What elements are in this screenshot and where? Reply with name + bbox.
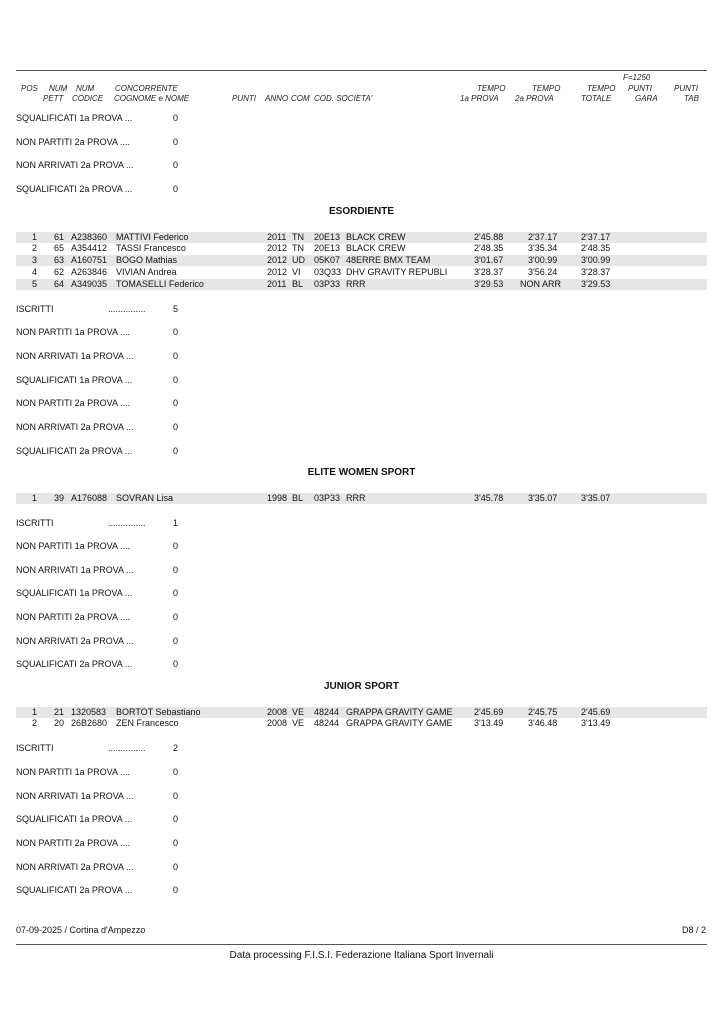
stat-label: NON PARTITI 2a PROVA .... — [16, 137, 131, 147]
cell-com: BL — [292, 493, 304, 503]
stat-label: NON ARRIVATI 1a PROVA ... — [16, 791, 134, 801]
table-row — [16, 279, 707, 290]
cell-tot: 2'45.69 — [581, 707, 611, 717]
stat-value: 0 — [173, 137, 179, 147]
cell-pos: 2 — [32, 243, 38, 253]
stat-value: 0 — [173, 791, 179, 801]
cell-pett: 65 — [54, 243, 65, 253]
stat-value: 0 — [173, 838, 179, 848]
cell-t1: 2'48.35 — [474, 243, 504, 253]
stat-label: NON PARTITI 2a PROVA .... — [16, 612, 131, 622]
cell-pett: 62 — [54, 267, 65, 277]
stat-value: 0 — [173, 767, 179, 777]
stat-label: SQUALIFICATI 1a PROVA ... — [16, 814, 133, 824]
header-tempo2-2: 2a PROVA — [515, 94, 554, 103]
header-tempo2-1: TEMPO — [532, 84, 561, 93]
cell-codice: 1320583 — [71, 707, 107, 717]
cell-pos: 2 — [32, 718, 38, 728]
cell-com: VI — [292, 267, 301, 277]
cell-com: BL — [292, 279, 304, 289]
cell-codice: 26B2680 — [71, 718, 108, 728]
stat-value: 0 — [173, 327, 179, 337]
header-num-pett-2: PETT — [43, 94, 64, 103]
stat-value: 2 — [173, 743, 179, 753]
cell-soc: 48ERRE BMX TEAM — [346, 255, 431, 265]
cell-nome: BOGO Mathias — [116, 255, 178, 265]
cell-pos: 1 — [32, 707, 38, 717]
section-title: JUNIOR SPORT — [323, 681, 399, 692]
table-row — [16, 267, 707, 278]
cell-codice: A349035 — [71, 279, 108, 289]
header-tempo1-2: 1a PROVA — [460, 94, 499, 103]
stat-label: SQUALIFICATI 2a PROVA ... — [16, 659, 133, 669]
cell-pett: 39 — [54, 493, 65, 503]
header-anno: ANNO — [265, 94, 289, 103]
stat-label: SQUALIFICATI 1a PROVA ... — [16, 375, 133, 385]
cell-tot: 3'13.49 — [581, 718, 611, 728]
cell-cod: 05K07 — [314, 255, 341, 265]
cell-t2: 2'37.17 — [528, 232, 558, 242]
section-title: ESORDIENTE — [328, 206, 394, 217]
cell-t2: 3'46.48 — [528, 718, 558, 728]
cell-t1: 3'28.37 — [474, 267, 504, 277]
cell-anno: 2008 — [267, 718, 288, 728]
cell-t1: 3'29.53 — [474, 279, 504, 289]
cell-tot: 3'35.07 — [581, 493, 611, 503]
cell-t2: 3'56.24 — [528, 267, 558, 277]
cell-anno: 2011 — [267, 279, 287, 289]
header-concorrente-2: COGNOME e NOME — [114, 94, 190, 103]
header-punti-gara-2: GARA — [635, 94, 658, 103]
cell-com: VE — [292, 718, 305, 728]
stat-value: 0 — [173, 422, 179, 432]
stat-value: 0 — [173, 862, 179, 872]
cell-nome: VIVIAN Andrea — [116, 267, 177, 277]
cell-codice: A263846 — [71, 267, 108, 277]
stat-value: 0 — [173, 814, 179, 824]
cell-cod: 48244 — [314, 707, 340, 717]
cell-soc: BLACK CREW — [346, 243, 406, 253]
cell-anno: 2012 — [267, 243, 288, 253]
cell-anno: 2008 — [267, 707, 288, 717]
header-punti: PUNTI — [232, 94, 256, 103]
stat-label: NON PARTITI 1a PROVA .... — [16, 327, 131, 337]
cell-nome: TASSI Francesco — [116, 243, 186, 253]
stat-label: SQUALIFICATI 2a PROVA ... — [16, 885, 133, 895]
cell-t1: 3'45.78 — [474, 493, 504, 503]
cell-pos: 5 — [32, 279, 38, 289]
stat-label: SQUALIFICATI 1a PROVA ... — [16, 588, 133, 598]
header-tempo-tot-2: TOTALE — [581, 94, 612, 103]
header-punti-tab-1: PUNTI — [674, 84, 698, 93]
stat-label: NON ARRIVATI 1a PROVA ... — [16, 351, 134, 361]
stat-label: NON ARRIVATI 2a PROVA ... — [16, 862, 134, 872]
cell-cod: 03Q33 — [314, 267, 342, 277]
footer-rule — [16, 944, 707, 945]
cell-soc: RRR — [346, 279, 366, 289]
cell-anno: 2011 — [267, 232, 287, 242]
table-row — [16, 243, 707, 254]
cell-soc: BLACK CREW — [346, 232, 406, 242]
table-row — [16, 255, 707, 266]
cell-soc: GRAPPA GRAVITY GAME — [346, 718, 453, 728]
stat-label: NON PARTITI 2a PROVA .... — [16, 398, 131, 408]
stat-value: 0 — [173, 184, 179, 194]
cell-pos: 3 — [32, 255, 38, 265]
cell-tot: 2'48.35 — [581, 243, 611, 253]
cell-soc: DHV GRAVITY REPUBLI — [346, 267, 448, 277]
stat-label: NON ARRIVATI 1a PROVA ... — [16, 565, 134, 575]
cell-codice: A238360 — [71, 232, 108, 242]
cell-pett: 64 — [54, 279, 65, 289]
cell-codice: A160751 — [71, 255, 108, 265]
stat-value: 0 — [173, 398, 179, 408]
cell-anno: 2012 — [267, 267, 288, 277]
table-row — [16, 232, 707, 243]
cell-t2: 2'45.75 — [528, 707, 558, 717]
cell-com: TN — [292, 232, 304, 242]
header-concorrente-1: CONCORRENTE — [115, 84, 178, 93]
stat-label: NON PARTITI 1a PROVA .... — [16, 541, 131, 551]
cell-pos: 1 — [32, 232, 38, 242]
header-num-codice-2: CODICE — [72, 94, 104, 103]
cell-soc: RRR — [346, 493, 366, 503]
stat-value: 0 — [173, 375, 179, 385]
cell-cod: 20E13 — [314, 232, 341, 242]
cell-t2: NON ARR — [520, 279, 562, 289]
stat-value: 0 — [173, 659, 179, 669]
cell-anno: 1998 — [267, 493, 288, 503]
stat-value: 5 — [173, 304, 179, 314]
header-punti-tab-2: TAB — [684, 94, 699, 103]
stat-dots: ............... — [108, 518, 146, 528]
cell-codice: A176088 — [71, 493, 108, 503]
stat-label: NON ARRIVATI 2a PROVA ... — [16, 422, 134, 432]
cell-cod: 03P33 — [314, 493, 341, 503]
header-num-codice-1: NUM — [76, 84, 95, 93]
cell-nome: MATTIVI Federico — [116, 232, 189, 242]
cell-cod: 03P33 — [314, 279, 341, 289]
cell-tot: 3'29.53 — [581, 279, 611, 289]
stat-value: 0 — [173, 541, 179, 551]
stat-label: SQUALIFICATI 2a PROVA ... — [16, 446, 133, 456]
footer-page-number: D8 / 2 — [682, 925, 707, 935]
cell-tot: 3'28.37 — [581, 267, 611, 277]
stat-value: 1 — [173, 518, 179, 528]
stat-label: SQUALIFICATI 2a PROVA ... — [16, 184, 133, 194]
cell-pos: 4 — [32, 267, 38, 277]
cell-cod: 48244 — [314, 718, 340, 728]
stat-value: 0 — [173, 636, 179, 646]
cell-nome: BORTOT Sebastiano — [116, 707, 201, 717]
header-punti-gara-1: PUNTI — [628, 84, 652, 93]
header-tempo-tot-1: TEMPO — [587, 84, 616, 93]
stat-label: ISCRITTI — [16, 304, 54, 314]
cell-com: UD — [292, 255, 305, 265]
cell-t1: 2'45.69 — [474, 707, 504, 717]
cell-t1: 2'45.88 — [474, 232, 504, 242]
cell-soc: GRAPPA GRAVITY GAME — [346, 707, 453, 717]
stat-value: 0 — [173, 113, 179, 123]
cell-com: TN — [292, 243, 304, 253]
header-num-pett-1: NUM — [49, 84, 68, 93]
section-title: ELITE WOMEN SPORT — [307, 467, 416, 478]
cell-t2: 3'35.34 — [528, 243, 558, 253]
stat-label: SQUALIFICATI 1a PROVA ... — [16, 113, 133, 123]
table-row — [16, 707, 707, 718]
cell-t2: 3'35.07 — [528, 493, 558, 503]
stat-value: 0 — [173, 885, 179, 895]
cell-pett: 61 — [54, 232, 65, 242]
footer-data-processing: Data processing F.I.S.I. Federazione Italiana Sport Invernali — [229, 950, 494, 961]
cell-t2: 3'00.99 — [528, 255, 558, 265]
cell-pos: 1 — [32, 493, 38, 503]
stat-label: NON PARTITI 1a PROVA .... — [16, 767, 131, 777]
stat-value: 0 — [173, 160, 179, 170]
stat-label: ISCRITTI — [16, 743, 54, 753]
cell-nome: ZEN Francesco — [116, 718, 179, 728]
cell-t1: 3'13.49 — [474, 718, 504, 728]
header-com: COM — [291, 94, 310, 103]
cell-pett: 20 — [54, 718, 65, 728]
table-row — [16, 718, 707, 729]
table-row — [16, 493, 707, 504]
stat-label: ISCRITTI — [16, 518, 54, 528]
stat-value: 0 — [173, 351, 179, 361]
cell-tot: 2'37.17 — [581, 232, 611, 242]
header-cod-societa: COD. SOCIETA' — [314, 94, 373, 103]
stat-dots: ............... — [108, 743, 146, 753]
stat-value: 0 — [173, 588, 179, 598]
cell-anno: 2012 — [267, 255, 288, 265]
stat-dots: ............... — [108, 304, 146, 314]
cell-nome: TOMASELLI Federico — [116, 279, 204, 289]
stat-label: NON ARRIVATI 2a PROVA ... — [16, 636, 134, 646]
cell-pett: 21 — [54, 707, 65, 717]
footer-date-place: 07-09-2025 / Cortina d'Ampezzo — [16, 925, 146, 935]
stat-value: 0 — [173, 446, 179, 456]
cell-pett: 63 — [54, 255, 65, 265]
cell-nome: SOVRAN Lisa — [116, 493, 174, 503]
stat-label: NON ARRIVATI 2a PROVA ... — [16, 160, 134, 170]
cell-tot: 3'00.99 — [581, 255, 611, 265]
cell-cod: 20E13 — [314, 243, 341, 253]
cell-codice: A354412 — [71, 243, 108, 253]
cell-t1: 3'01.67 — [474, 255, 504, 265]
stat-value: 0 — [173, 612, 179, 622]
header-top-rule — [16, 70, 707, 71]
stat-value: 0 — [173, 565, 179, 575]
cell-com: VE — [292, 707, 305, 717]
header-tempo1-1: TEMPO — [477, 84, 506, 93]
stat-label: NON PARTITI 2a PROVA .... — [16, 838, 131, 848]
header-f-value: F=1250 — [623, 73, 651, 82]
header-pos: POS — [21, 84, 38, 93]
